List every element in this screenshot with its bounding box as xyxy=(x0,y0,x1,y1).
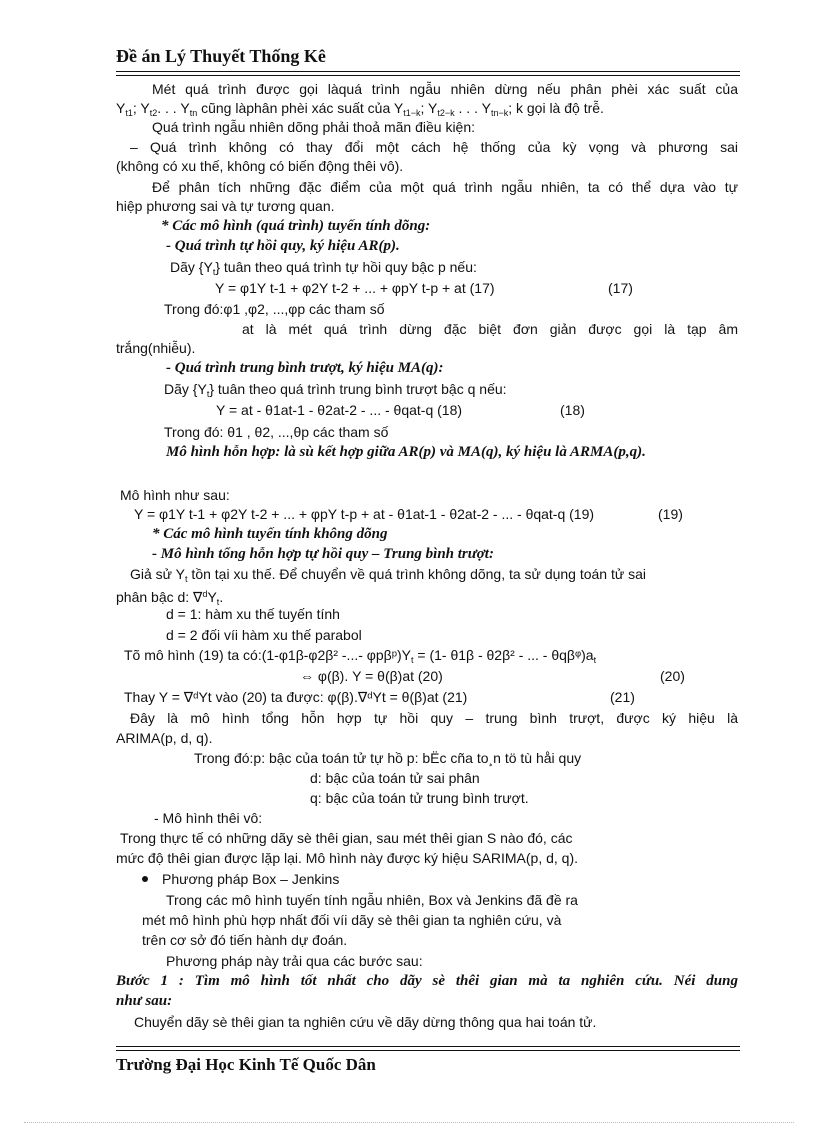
equation-18-number: (18) xyxy=(560,402,585,418)
footer-rule-top xyxy=(116,1046,740,1047)
heading-arma: Mô hình hỗn hợp: là sù kết hợp giữa AR(p) và MA(q), ký hiệu là ARMA(p,q). xyxy=(166,444,646,460)
para-10-line-1: Trong các mô hình tuyến tính ngẫu nhiên, Box và Jenkins đã đề ra xyxy=(166,892,578,908)
para-1-line-1: Mét quá trình được gọi làquá trình ngẫu nhiên dừng nếu phân phèi xác suất của xyxy=(152,81,738,97)
header-rule-bottom xyxy=(116,75,740,76)
para-9-line-1: Trong thực tế có những dãy sè thêi gian, sau mét thêi gian S nào đó, các xyxy=(120,830,573,846)
para-9-line-2: mức độ thêi gian được lặp lại. Mô hình này được ký hiệu SARIMA(p, d, q). xyxy=(116,850,579,866)
heading-linear-nonstationary: * Các mô hình tuyến tính không dõng xyxy=(152,526,388,542)
para-8-line-1: Đây là mô hình tổng hỗn hợp tự hồi quy – trung bình trượt, được ký hiệu là xyxy=(130,710,738,726)
ar-noise-line-1: at là mét quá trình dừng đặc biệt đơn giản được gọi là tạp âm xyxy=(242,321,738,337)
para-1-line-2: $Y_{t1}$; $Y_{t2}$. . . $Y_{tn}$ cũng làphân phèi xác suất của $Y_{t1-k}$; $Y_{t2-k}$ . . . $Y_{tn-k}$; k gọi là độ trễ. xyxy=(116,100,604,118)
equation-17: Y = φ1Y t-1 + φ2Y t-2 + ... + φpY t-p + at (17) xyxy=(215,280,495,296)
para-10-line-2: mét mô hình phù hợp nhất đối víi dãy sè thêi gian ta nghiên cứu, và xyxy=(142,912,562,928)
ar-intro: Dãy $\{Y_t\}$ tuân theo quá trình tự hồi quy bậc p nếu: xyxy=(170,259,477,277)
equation-20: ⇔ φ(β). Y = θ(β)at (20) xyxy=(300,668,443,684)
para-4-line-1: Để phân tích những đặc điểm của một quá trình ngẫu nhiên, ta có thể dựa vào tự xyxy=(152,179,738,195)
footer-title: Trường Đại Học Kinh Tế Quốc Dân xyxy=(116,1055,376,1074)
equation-19: Y = φ1Y t-1 + φ2Y t-2 + ... + φpY t-p + at - θ1at-1 - θ2at-2 - ... - θqat-q (19) xyxy=(134,506,595,522)
header-title: Đề án Lý Thuyết Thống Kê xyxy=(116,46,326,66)
where-p: Trong đó:p: bậc của toán tử tự hồ p: bËc cña to¸n tö tù håi quy xyxy=(194,750,582,766)
ar-noise-line-2: trắng(nhiễu). xyxy=(116,340,196,356)
ma-where: Trong đó: θ1 , θ2, ...,θp các tham số xyxy=(164,424,389,440)
para-4-line-2: hiệp phương sai và tự tương quan. xyxy=(116,198,335,214)
equation-20-number: (20) xyxy=(660,668,685,684)
heading-linear-stationary: * Các mô hình (quá trình) tuyến tính dõng: xyxy=(161,218,431,234)
step-1-line-2: như sau: xyxy=(116,993,173,1009)
para-5-line-1: Giả sử $Y_t$ tồn tại xu thế. Để chuyển về quá trình không dõng, ta sử dụng toán tử sai xyxy=(130,566,647,584)
step-1-line-1: Bước 1 : Tìm mô hình tốt nhất cho dãy sè thêi gian mà ta nghiên cứu. Néi dung xyxy=(116,973,738,989)
para-10-line-3: trên cơ sở đó tiến hành dự đoán. xyxy=(142,932,348,948)
para-11: Phương pháp này trải qua các bước sau: xyxy=(166,953,423,969)
equation-21: Thay Y = ∇ᵈYt vào (20) ta được: φ(β).∇ᵈYt = θ(β)at (21) xyxy=(124,689,468,705)
para-3-line-2: (không có xu thế, không có biến động thêi vô). xyxy=(116,158,404,174)
model-as-follows: Mô hình như sau: xyxy=(120,487,230,503)
equation-19-number: (19) xyxy=(658,506,683,522)
para-8-line-2: ARIMA(p, d, q). xyxy=(116,730,213,746)
header-rule-top xyxy=(116,71,740,72)
equation-17-number: (17) xyxy=(608,280,633,296)
para-3-line-1: – Quá trình không có thay đổi một cách hệ thống của kỳ vọng và phương sai xyxy=(130,139,738,155)
para-6: Tõ mô hình (19) ta có:(1-φ1β-φ2β² -...- $\varphi p\beta ᵖ)Y_t = (1-$ θ1β - θ2β² - ... - $\theta q\beta ᵠ)a_t$ xyxy=(124,647,597,665)
footer-rule-bottom xyxy=(116,1050,740,1051)
ar-where: Trong đó:φ1 ,φ2, ...,φp các tham số xyxy=(164,301,385,317)
bullet-box-jenkins: Phương pháp Box – Jenkins xyxy=(142,870,339,888)
bullet-icon xyxy=(142,876,148,882)
where-q: q: bậc của toán tử trung bình trượt. xyxy=(310,790,529,806)
d-equals-2: d = 2 đối víi hàm xu thế parabol xyxy=(166,627,362,643)
heading-ma: - Quá trình trung bình trượt, ký hiệu MA(q): xyxy=(166,360,444,376)
para-12: Chuyển dãy sè thêi gian ta nghiên cứu về dãy dừng thông qua hai toán tử. xyxy=(134,1014,597,1030)
heading-ar: - Quá trình tự hồi quy, ký hiệu AR(p). xyxy=(166,238,400,254)
heading-seasonal: - Mô hình thêi vô: xyxy=(154,810,263,826)
para-2: Quá trình ngẫu nhiên dõng phải thoả mãn điều kiện: xyxy=(152,119,476,135)
d-equals-1: d = 1: hàm xu thế tuyến tính xyxy=(166,606,340,622)
equation-21-number: (21) xyxy=(610,689,635,705)
where-d: d: bậc của toán tử sai phân xyxy=(310,770,480,786)
ma-intro: Dãy $\{Y_t\}$ tuân theo quá trình trung bình trượt bậc q nếu: xyxy=(164,381,507,399)
para-5-line-2: phân bậc d: $\nabla^dY_t$. xyxy=(116,589,224,607)
heading-arima: - Mô hình tổng hỗn hợp tự hồi quy – Trung bình trượt: xyxy=(152,546,494,562)
equation-18: Y = at - θ1at-1 - θ2at-2 - ... - θqat-q (18) xyxy=(216,402,463,418)
